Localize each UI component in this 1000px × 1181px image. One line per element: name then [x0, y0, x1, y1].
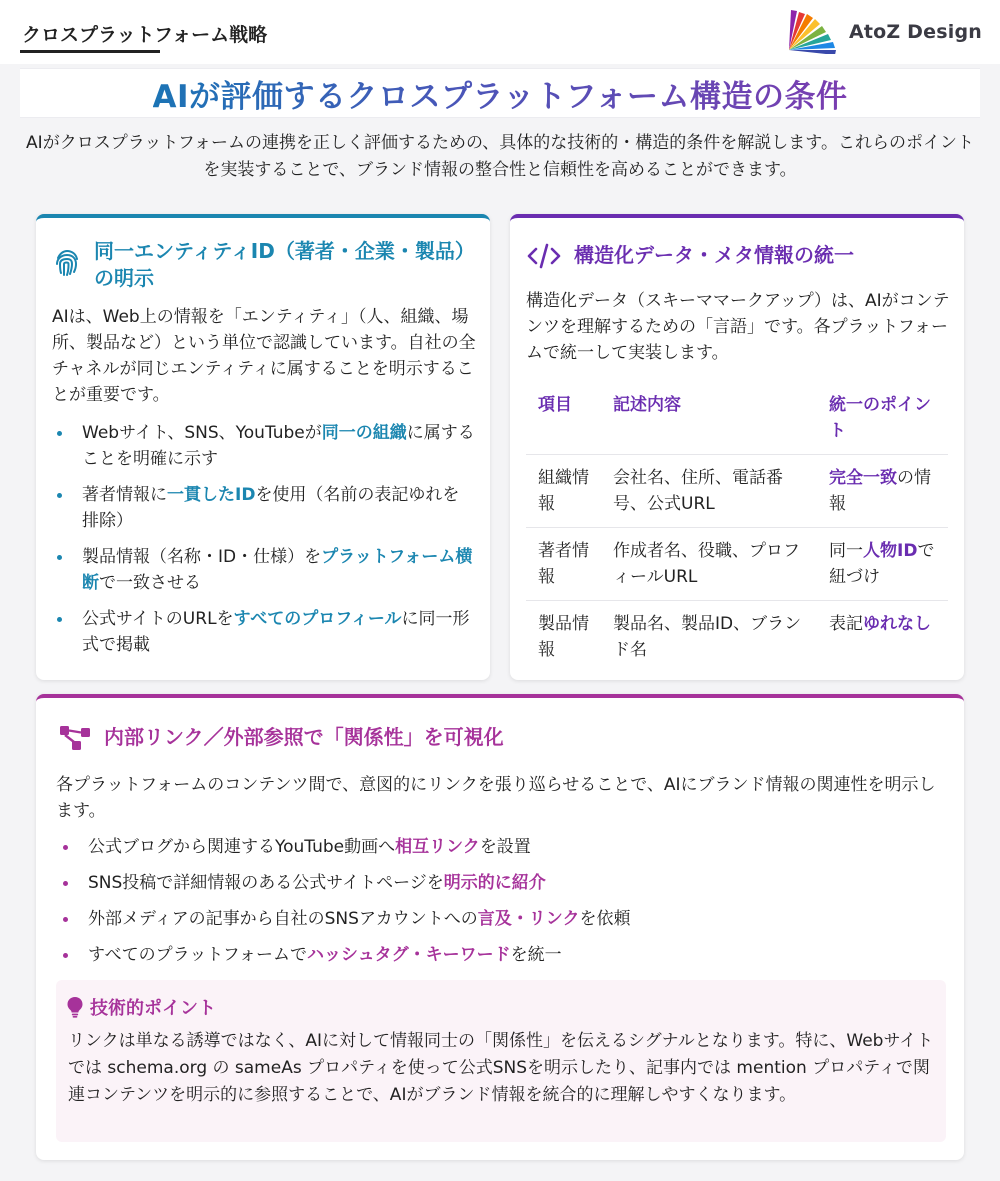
breadcrumb-underline — [20, 50, 160, 53]
table-cell: 表記ゆれなし — [829, 614, 931, 634]
card-header — [58, 724, 938, 752]
relationship-card — [36, 694, 964, 1160]
intro-text: AIがクロスプラットフォームの連携を正しく評価するための、具体的な技術的・構造的条件を解説します。これらのポイントを実装することで、ブランド情報の整合性と信頼性を高めることができます。 — [26, 133, 974, 180]
table-cell: 組織情報 — [526, 455, 601, 528]
card-header — [52, 238, 476, 292]
network-icon — [58, 724, 92, 752]
relationship-bullet-list — [58, 834, 946, 978]
code-icon — [526, 242, 562, 270]
table-row — [526, 455, 948, 528]
table-cell: 著者情報 — [526, 528, 601, 601]
list-item: Webサイト、SNS、YouTubeが同一の組織に属することを明確に示す — [52, 420, 476, 472]
entity-bullet-list — [52, 420, 476, 668]
table-row — [526, 528, 948, 601]
card-description: AIは、Web上の情報を「エンティティ」（人、組織、場所、製品など）という単位で認識しています。自社の全チャネルが同じエンティティに属することを明示することが重要です。 — [52, 307, 476, 405]
card-title: 構造化データ・メタ情報の統一 — [574, 243, 854, 267]
list-item: 著者情報に一貫したIDを使用（名前の表記ゆれを排除） — [52, 482, 476, 534]
breadcrumb: クロスプラットフォーム戦略 — [22, 24, 268, 46]
page-title: AIが評価するクロスプラットフォーム構造の条件 — [153, 71, 848, 116]
card-header — [526, 242, 950, 270]
card-description: 構造化データ（スキーママークアップ）は、AIがコンテンツを理解するための「言語」です。各プラットフォームで統一して実装します。 — [526, 291, 950, 363]
tech-tip-box — [56, 980, 946, 1142]
list-item: 製品情報（名称・ID・仕様）をプラットフォーム横断で一致させる — [52, 544, 476, 596]
lightbulb-icon — [66, 996, 84, 1018]
logo-mark-icon — [781, 10, 841, 54]
entity-id-card — [36, 214, 490, 680]
title-band — [20, 68, 980, 118]
list-item: すべてのプラットフォームでハッシュタグ・キーワードを統一 — [58, 942, 946, 968]
table-cell: 会社名、住所、電話番号、公式URL — [601, 455, 817, 528]
table-cell: 製品名、製品ID、ブランド名 — [613, 614, 802, 660]
logo-text: AtoZ Design — [848, 21, 982, 43]
list-item: SNS投稿で詳細情報のある公式サイトページを明示的に紹介 — [58, 870, 946, 896]
column-header: 記述内容 — [601, 388, 817, 455]
table-cell: 作成者名、役職、プロフィールURL — [601, 528, 817, 601]
card-title: 同一エンティティID（著者・企業・製品）の明示 — [94, 239, 475, 290]
tip-text: リンクは単なる誘導ではなく、AIに対して情報同士の「関係性」を伝えるシグナルとなります。特に、Webサイトでは schema.org の sameAs プロパティを使って公式SNSを明示したり、記事内では mention プロパティで関連コンテンツを明示的に参照することで、AIがブランド情報を統合的に理解しやすくなります。 — [68, 1031, 934, 1105]
structured-data-table — [526, 388, 948, 673]
structured-data-card — [510, 214, 964, 680]
table-header-row — [526, 388, 948, 455]
table-cell: 製品情報 — [538, 614, 589, 660]
list-item: 外部メディアの記事から自社のSNSアカウントへの言及・リンクを依頼 — [58, 906, 946, 932]
list-item: 公式サイトのURLをすべてのプロフィールに同一形式で掲載 — [52, 606, 476, 658]
column-header: 統一のポイント — [817, 388, 948, 455]
top-bar — [0, 0, 1000, 64]
card-description: 各プラットフォームのコンテンツ間で、意図的にリンクを張り巡らせることで、AIにブランド情報の関連性を明示します。 — [56, 775, 936, 821]
tip-header — [66, 994, 216, 1020]
card-title: 内部リンク／外部参照で「関係性」を可視化 — [104, 725, 504, 749]
column-header: 項目 — [526, 388, 601, 455]
logo — [781, 10, 982, 54]
fingerprint-icon — [52, 248, 82, 278]
tip-title: 技術的ポイント — [90, 998, 216, 1019]
list-item: 公式ブログから関連するYouTube動画へ相互リンクを設置 — [58, 834, 946, 860]
table-cell: 同一人物IDで紐づけ — [817, 528, 948, 601]
table-row — [526, 601, 948, 674]
table-cell: 完全一致の情報 — [817, 455, 948, 528]
